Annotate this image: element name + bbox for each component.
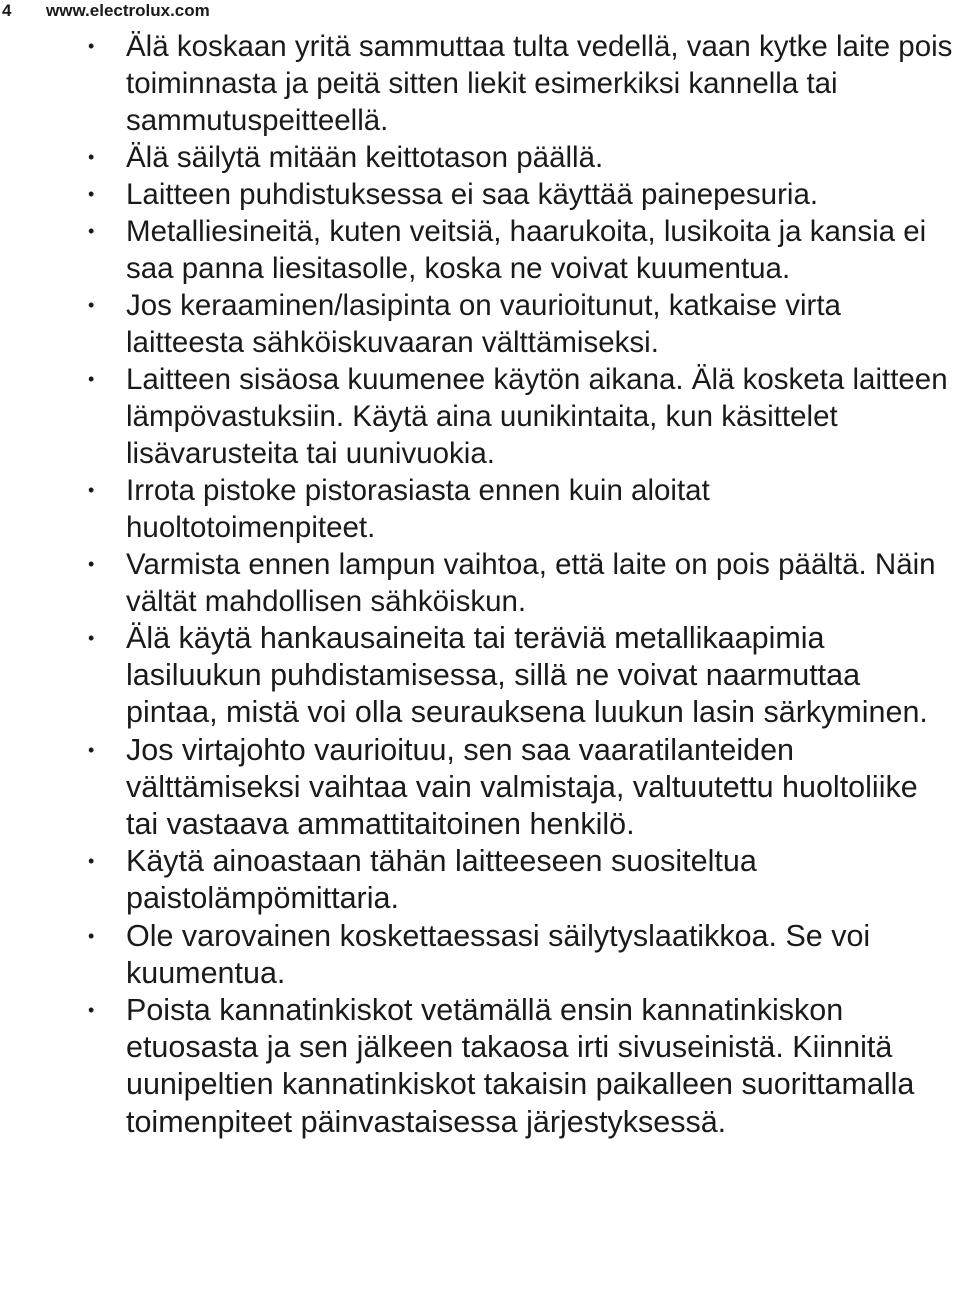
page-header bbox=[2, 0, 210, 22]
list-item-text: Älä säilytä mitään keittotason päällä. bbox=[126, 141, 604, 174]
bullet-icon: • bbox=[88, 369, 95, 389]
bullet-icon: • bbox=[88, 184, 95, 204]
bullet-icon: • bbox=[88, 221, 95, 241]
bullet-icon: • bbox=[88, 851, 95, 872]
safety-instructions-list bbox=[0, 28, 960, 1141]
list-item-text: Ole varovainen koskettaessasi säilytyslaatikkoa. Se voi kuumentua. bbox=[126, 918, 871, 990]
bullet-icon: • bbox=[88, 739, 95, 760]
bullet-icon: • bbox=[88, 36, 95, 56]
list-item-text: Älä käytä hankausaineita tai teräviä metallikaapimia lasiluukun puhdistamisessa, sillä ne voivat naarmuttaa pintaa, mistä voi olla seurauksena luukun lasin särkyminen. bbox=[126, 621, 928, 730]
list-item bbox=[0, 620, 960, 732]
list-item-text: Varmista ennen lampun vaihtoa, että laite on pois päältä. Näin vältät mahdollisen sähköiskun. bbox=[126, 548, 936, 618]
website-url: www.electrolux.com bbox=[46, 1, 210, 20]
list-item bbox=[0, 361, 960, 472]
bullet-icon: • bbox=[88, 147, 95, 167]
list-item bbox=[0, 992, 960, 1141]
bullet-icon: • bbox=[88, 925, 95, 946]
list-item bbox=[0, 139, 960, 176]
page-number: 4 bbox=[2, 1, 12, 20]
list-item bbox=[0, 28, 960, 139]
list-item-text: Laitteen puhdistuksessa ei saa käyttää painepesuria. bbox=[126, 178, 819, 211]
list-item bbox=[0, 472, 960, 546]
bullet-icon: • bbox=[88, 1000, 95, 1021]
list-item bbox=[0, 287, 960, 361]
list-item bbox=[0, 843, 960, 917]
bullet-icon: • bbox=[88, 628, 95, 648]
list-item-text: Jos keraaminen/lasipinta on vaurioitunut, katkaise virta laitteesta sähköiskuvaaran välttämiseksi. bbox=[126, 289, 841, 359]
list-item-text: Jos virtajohto vaurioituu, sen saa vaaratilanteiden välttämiseksi vaihtaa vain valmistaja, valtuutettu huoltoliike tai vastaava ammattitaitoinen henkilö. bbox=[126, 732, 918, 842]
list-item-text: Poista kannatinkiskot vetämällä ensin kannatinkiskon etuosasta ja sen jälkeen takaosa irti sivuseinistä. Kiinnitä uunipeltien kannatinkiskot takaisin paikalleen suorittamalla toimenpiteet päinvastaisessa järjestyksessä. bbox=[126, 993, 915, 1139]
list-item-text: Käytä ainoastaan tähän laitteeseen suositeltua paistolämpömittaria. bbox=[126, 844, 757, 916]
list-item bbox=[0, 918, 960, 992]
list-item-text: Irrota pistoke pistorasiasta ennen kuin aloitat huoltotoimenpiteet. bbox=[126, 474, 710, 544]
bullet-icon: • bbox=[88, 480, 95, 500]
list-item-text: Laitteen sisäosa kuumenee käytön aikana. Älä kosketa laitteen lämpövastuksiin. Käytä aina uunikintaita, kun käsittelet lisävarusteita tai uunivuokia. bbox=[126, 363, 948, 470]
list-item bbox=[0, 546, 960, 620]
list-item bbox=[0, 176, 960, 213]
list-item bbox=[0, 732, 960, 844]
bullet-icon: • bbox=[88, 554, 95, 574]
bullet-icon: • bbox=[88, 295, 95, 315]
list-item bbox=[0, 213, 960, 287]
list-item-text: Metalliesineitä, kuten veitsiä, haarukoita, lusikoita ja kansia ei saa panna liesitasolle, koska ne voivat kuumentua. bbox=[126, 215, 927, 285]
list-item-text: Älä koskaan yritä sammuttaa tulta vedellä, vaan kytke laite pois toiminnasta ja peitä sitten liekit esimerkiksi kannella tai sammutuspeitteellä. bbox=[126, 30, 953, 137]
